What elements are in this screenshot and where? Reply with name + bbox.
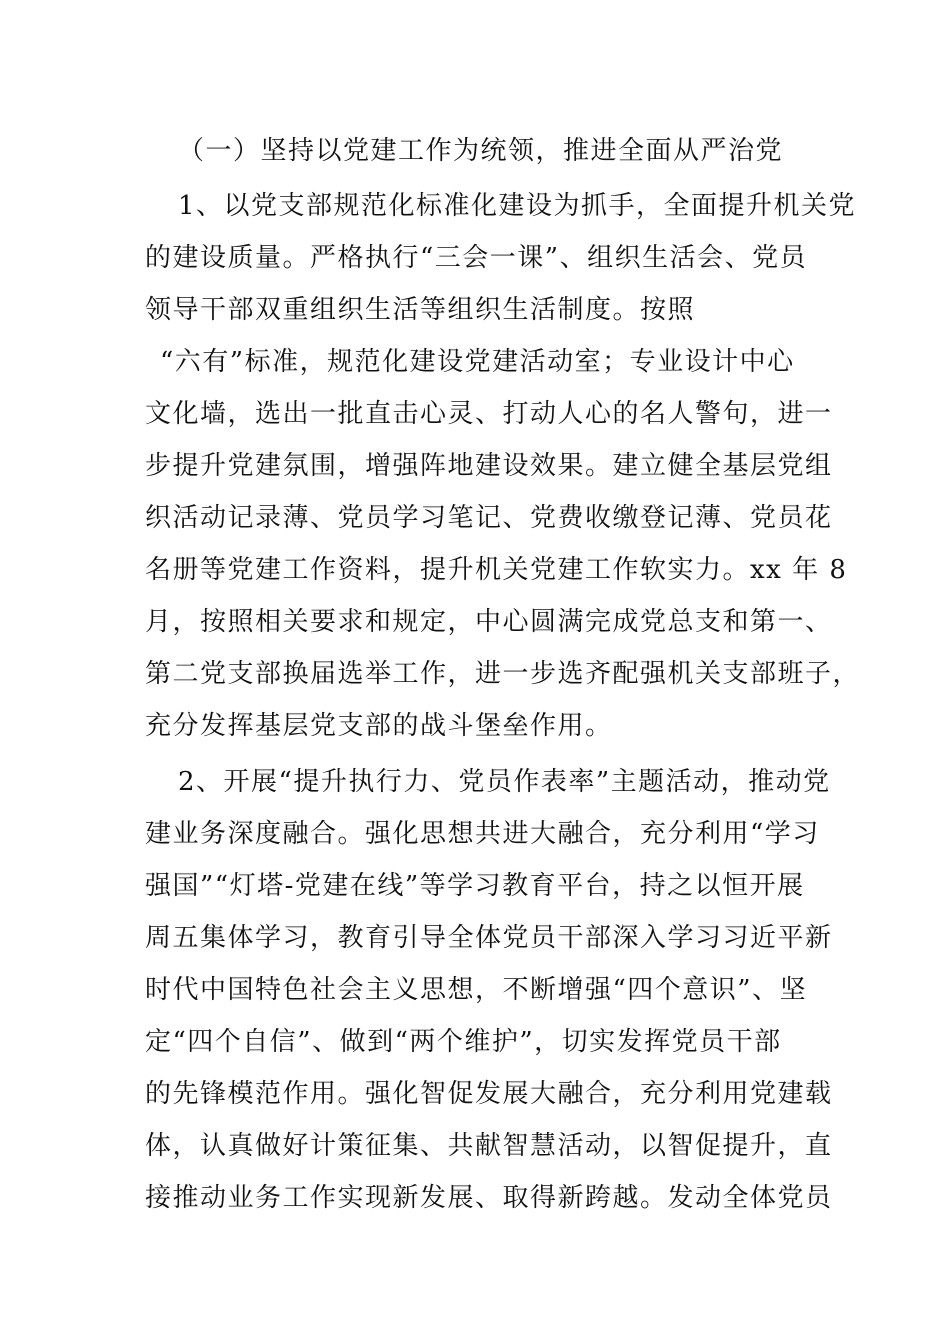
paragraph-line: 领导干部双重组织生活等组织生活制度。按照	[145, 295, 696, 325]
paragraph-line: 文化墙，选出一批直击心灵、打动人心的名人警句，进一	[145, 399, 833, 429]
paragraph-line: 步提升党建氛围，增强阵地建设效果。建立健全基层党组	[145, 451, 833, 481]
paragraph-line: 织活动记录薄、党员学习笔记、党费收缴登记薄、党员花	[145, 503, 833, 533]
paragraph-line: 名册等党建工作资料，提升机关党建工作软实力。xx 年 8	[145, 555, 848, 585]
section-heading: （一）坚持以党建工作为统领，推进全面从严治党	[178, 136, 784, 166]
paragraph-line: 建业务深度融合。强化思想共进大融合，充分利用“学习	[145, 819, 820, 849]
paragraph-line: 周五集体学习，教育引导全体党员干部深入学习习近平新	[145, 923, 833, 953]
paragraph-line: 强国”“灯塔-党建在线”等学习教育平台，持之以恒开展	[145, 871, 805, 901]
paragraph-line: 接推动业务工作实现新发展、取得新跨越。发动全体党员	[145, 1183, 833, 1213]
paragraph-line: 定“四个自信”、做到“两个维护”，切实发挥党员干部	[145, 1027, 782, 1057]
paragraph-line: 月，按照相关要求和规定，中心圆满完成党总支和第一、	[145, 607, 833, 637]
paragraph-line: “六有”标准，规范化建设党建活动室；专业设计中心	[160, 347, 795, 377]
paragraph-line: 充分发挥基层党支部的战斗堡垒作用。	[145, 711, 613, 741]
paragraph-line: 的建设质量。严格执行“三会一课”、组织生活会、党员	[145, 243, 808, 273]
paragraph-line: 1、以党支部规范化标准化建设为抓手，全面提升机关党	[178, 191, 857, 221]
paragraph-line: 2、开展“提升执行力、党员作表率”主题活动，推动党	[178, 767, 831, 797]
paragraph-line: 第二党支部换届选举工作，进一步选齐配强机关支部班子，	[145, 659, 861, 689]
paragraph-line: 时代中国特色社会主义思想，不断增强“四个意识”、坚	[145, 975, 808, 1005]
paragraph-line: 的先锋模范作用。强化智促发展大融合，充分利用党建载	[145, 1079, 833, 1109]
paragraph-line: 体，认真做好计策征集、共献智慧活动，以智促提升，直	[145, 1131, 833, 1161]
